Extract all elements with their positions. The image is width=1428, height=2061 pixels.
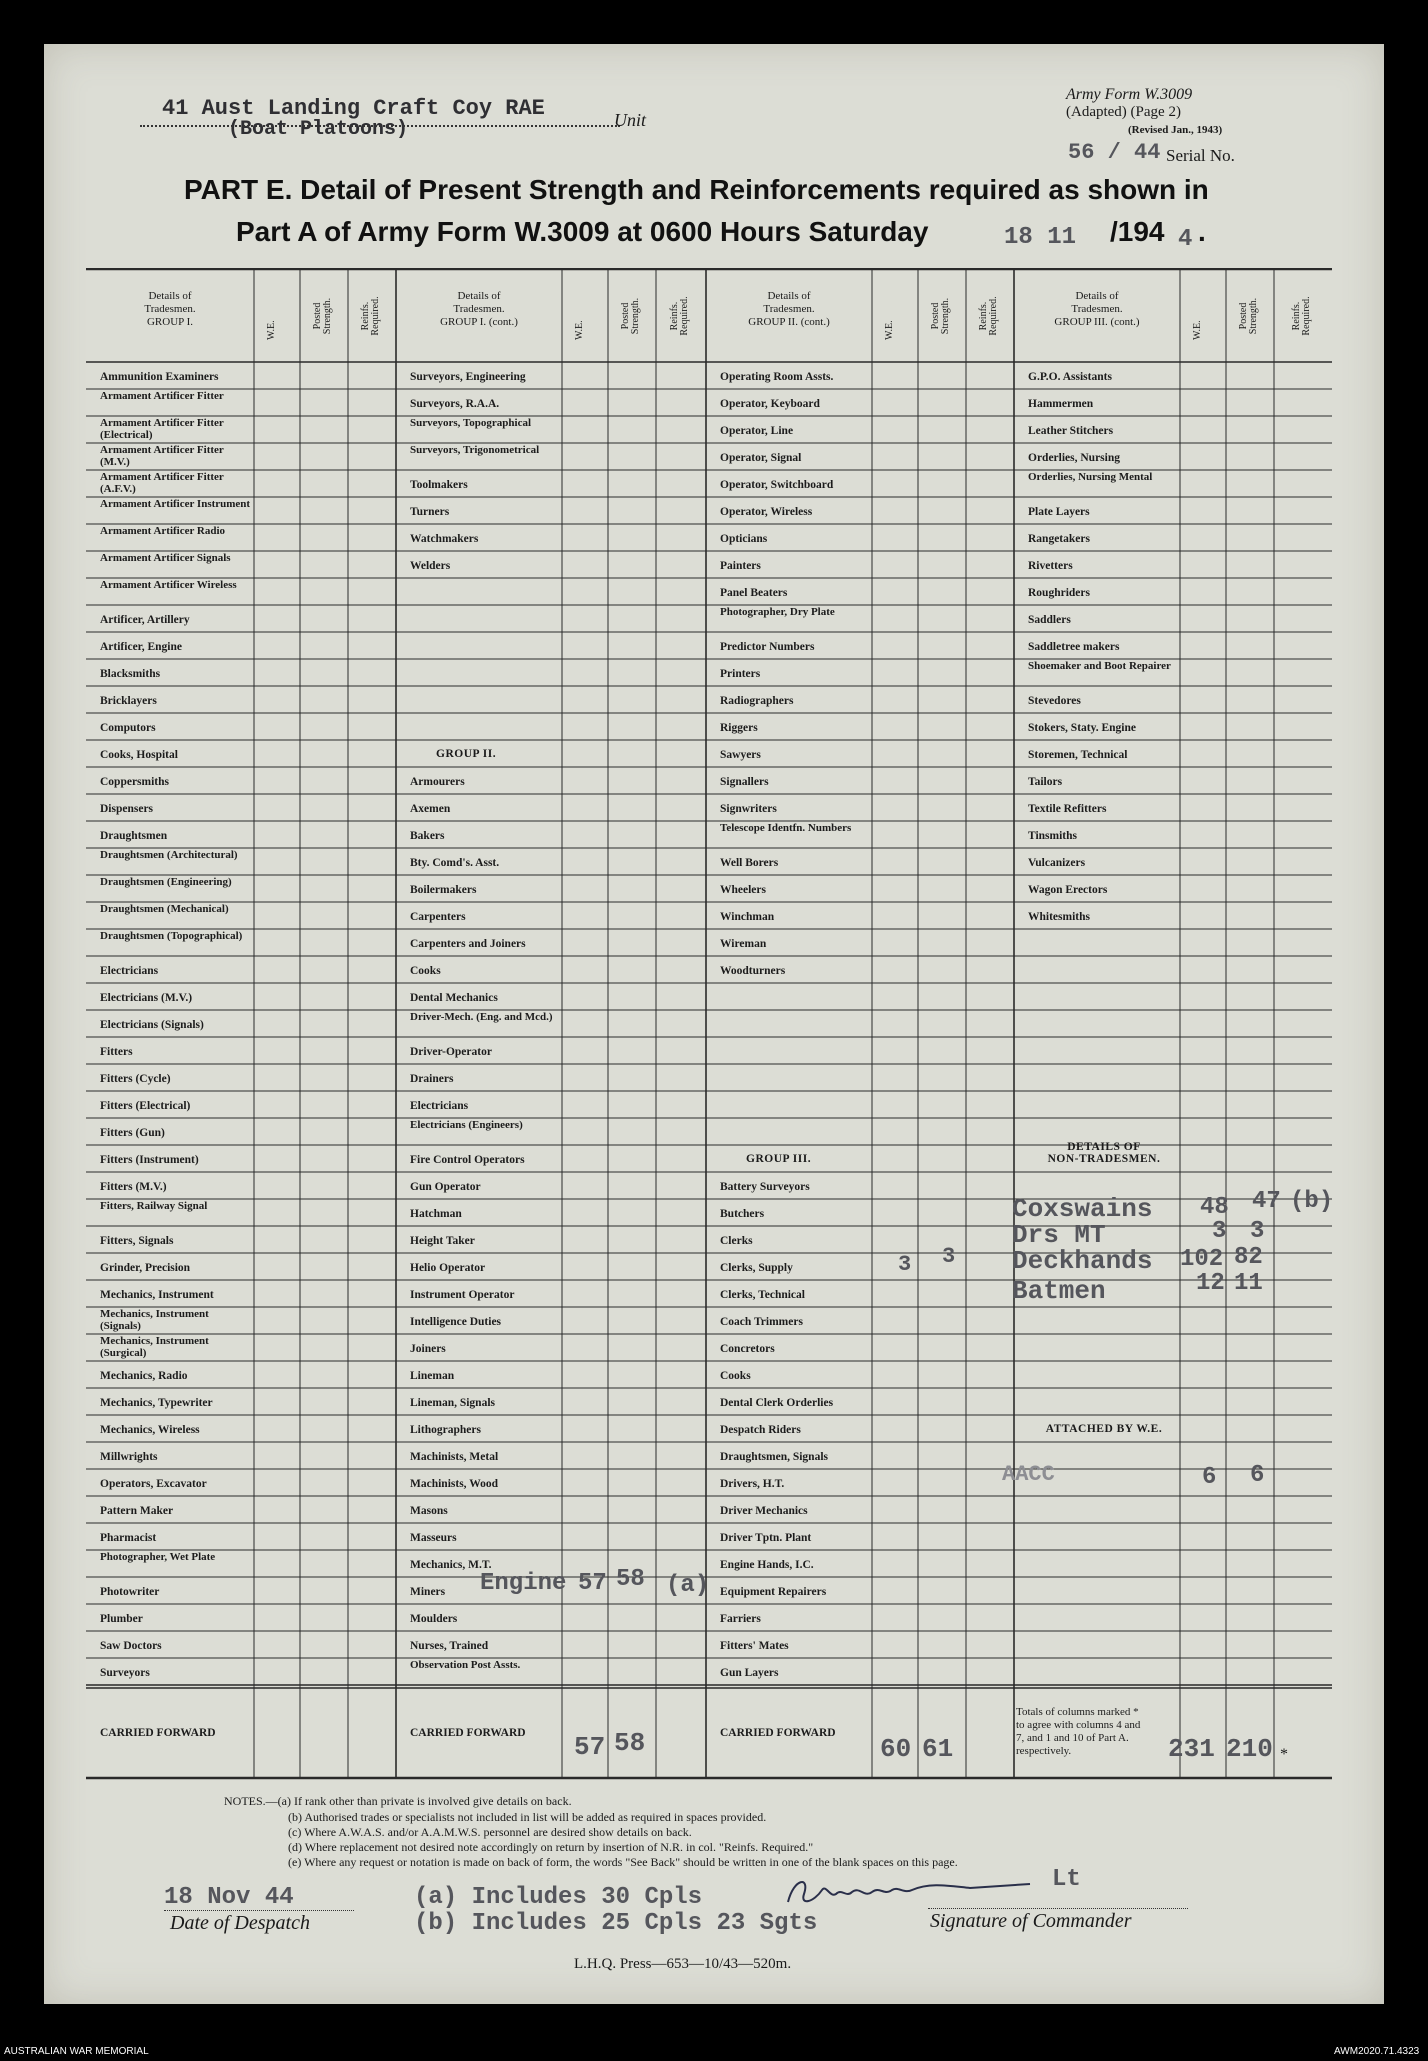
- trade-label: Winchman: [720, 911, 775, 923]
- trade-label: Ammunition Examiners: [100, 371, 219, 383]
- trade-label: Helio Operator: [410, 1262, 486, 1274]
- coxswains-note: (b): [1290, 1188, 1334, 1215]
- trade-label: Fitters, Railway Signal: [100, 1200, 208, 1212]
- trade-label: Pharmacist: [100, 1532, 157, 1544]
- trade-label: Miners: [410, 1586, 446, 1598]
- reinfs-header-1: Reinfs. Required.: [360, 296, 381, 336]
- deckhands-we: 102: [1180, 1246, 1224, 1273]
- trade-label: Mechanics, Instrument (Signals): [100, 1308, 209, 1332]
- trade-label: Bty. Comd's. Asst.: [410, 857, 500, 869]
- section-heading: ATTACHED BY W.E.: [1045, 1423, 1163, 1435]
- trade-label: Welders: [410, 560, 451, 572]
- batmen: Batmen: [1012, 1276, 1106, 1306]
- trade-label: Clerks: [720, 1235, 753, 1247]
- batmen-posted: 11: [1234, 1270, 1263, 1297]
- reinfs-header-3: Reinfs. Required.: [978, 296, 999, 336]
- posted-header-4: Posted Strength.: [1238, 297, 1259, 335]
- trade-label: Panel Beaters: [720, 587, 788, 599]
- trade-label: Rangetakers: [1028, 533, 1090, 545]
- trade-label: Woodturners: [720, 965, 786, 977]
- trade-label: Artificer, Engine: [100, 641, 182, 653]
- header-details-group1-cont: Details of Tradesmen. GROUP I. (cont.): [440, 290, 518, 328]
- trade-label: Electricians (Engineers): [410, 1119, 523, 1131]
- form-revised: (Revised Jan., 1943): [1128, 124, 1223, 136]
- coxswains-posted: 47: [1252, 1188, 1281, 1215]
- trade-label: Tailors: [1028, 776, 1063, 788]
- trade-label: Radiographers: [720, 695, 794, 707]
- unit-label: Unit: [614, 110, 647, 130]
- trade-label: Opticians: [720, 533, 768, 545]
- trade-label: Driver-Operator: [410, 1046, 492, 1058]
- trade-label: Pattern Maker: [100, 1505, 174, 1517]
- cf1-we: 57: [574, 1732, 606, 1762]
- trade-label: Dental Clerk Orderlies: [720, 1397, 834, 1409]
- trade-label: Vulcanizers: [1028, 857, 1086, 869]
- deckhands: Deckhands: [1012, 1246, 1153, 1276]
- trade-label: Farriers: [720, 1613, 761, 1625]
- we-header-4: W.E.: [1192, 320, 1203, 340]
- section-heading: GROUP II.: [436, 748, 497, 760]
- trade-label: Blacksmiths: [100, 668, 161, 680]
- trade-label: Signallers: [720, 776, 769, 788]
- batmen-we: 12: [1196, 1270, 1225, 1297]
- trade-label: Driver Tptn. Plant: [720, 1532, 812, 1544]
- trade-label: Painters: [720, 560, 761, 572]
- cf2-we: 60: [880, 1734, 912, 1764]
- we-header-2: W.E.: [574, 320, 585, 340]
- year-prefix: /194: [1110, 216, 1165, 247]
- trade-label: Wheelers: [720, 884, 766, 896]
- trade-label: Whitesmiths: [1028, 911, 1090, 923]
- aacc: AACC: [1002, 1462, 1055, 1487]
- commander-label: Signature of Commander: [930, 1910, 1132, 1932]
- year-dot: .: [1198, 216, 1206, 247]
- trade-label: Fitters (Instrument): [100, 1154, 199, 1166]
- totals-asterisk: *: [1280, 1746, 1288, 1763]
- header-details-group1: Details of Tradesmen. GROUP I.: [144, 290, 196, 328]
- trade-label: Coach Trimmers: [720, 1316, 803, 1328]
- trade-label: Moulders: [410, 1613, 458, 1625]
- trade-label: Machinists, Metal: [410, 1451, 499, 1463]
- trade-label: Bricklayers: [100, 695, 157, 707]
- trade-label: Nurses, Trained: [410, 1640, 489, 1652]
- trade-label: Lithographers: [410, 1424, 481, 1436]
- we-header-1: W.E.: [266, 320, 277, 340]
- trade-label: Printers: [720, 668, 761, 680]
- trade-label: Gun Operator: [410, 1181, 481, 1193]
- trade-label: Photographer, Wet Plate: [100, 1551, 216, 1563]
- trade-label: Draughtsmen (Topographical): [100, 930, 243, 942]
- table-rules: [86, 268, 1332, 1780]
- trade-label: Wireman: [720, 938, 767, 950]
- note-d: (d) Where replacement not desired note accordingly on return by insertion of N.R. in col. "Reinfs. Required.": [288, 1840, 814, 1854]
- trade-label: Surveyors, Trigonometrical: [410, 444, 540, 456]
- despatch-dotline: [164, 1910, 354, 1911]
- trade-label: Millwrights: [100, 1451, 158, 1463]
- trade-label: Grinder, Precision: [100, 1262, 191, 1274]
- trade-label: Surveyors, R.A.A.: [410, 398, 500, 410]
- trade-label: Tinsmiths: [1028, 830, 1078, 842]
- trade-label: Stokers, Staty. Engine: [1028, 722, 1136, 734]
- trade-label: Operators, Excavator: [100, 1478, 207, 1490]
- year-typed: 4: [1178, 226, 1193, 253]
- trade-label: Armament Artificer Radio: [100, 525, 226, 537]
- deckhands-posted: 82: [1234, 1244, 1263, 1271]
- trade-label: Saddlers: [1028, 614, 1071, 626]
- engine-we: 57: [578, 1570, 607, 1597]
- trade-label: Battery Surveyors: [720, 1181, 810, 1193]
- coxswains-we: 48: [1200, 1194, 1229, 1221]
- form-adapted: (Adapted) (Page 2): [1066, 104, 1181, 120]
- caption-right: AWM2020.71.4323: [1334, 2046, 1420, 2057]
- trade-label: Instrument Operator: [410, 1289, 515, 1301]
- aacc-we: 6: [1202, 1464, 1217, 1491]
- trade-label: Carpenters and Joiners: [410, 938, 526, 950]
- reinfs-header-2: Reinfs. Required.: [669, 296, 690, 336]
- despatch-label: Date of Despatch: [170, 1912, 310, 1934]
- trade-label: Signwriters: [720, 803, 777, 815]
- trade-label: Surveyors, Engineering: [410, 371, 526, 383]
- trade-label: Fire Control Operators: [410, 1154, 525, 1166]
- trade-label: Leather Stitchers: [1028, 425, 1114, 437]
- trade-label: Drivers, H.T.: [720, 1478, 785, 1490]
- trade-label: Cooks: [720, 1370, 751, 1382]
- strength-table: [86, 268, 1332, 1780]
- trade-label: Draughtsmen, Signals: [720, 1451, 828, 1463]
- trade-label: Electricians: [410, 1100, 469, 1112]
- drs-posted: 3: [1250, 1218, 1265, 1245]
- unit-dotline: [140, 124, 620, 127]
- trade-label: Mechanics, Typewriter: [100, 1397, 213, 1409]
- trade-label: Lineman: [410, 1370, 455, 1382]
- trade-label: Height Taker: [410, 1235, 475, 1247]
- note-a: NOTES.—(a) If rank other than private is involved give details on back.: [224, 1794, 572, 1808]
- trade-label: Carpenters: [410, 911, 466, 923]
- trade-label: Drainers: [410, 1073, 454, 1085]
- trade-label: Armament Artificer Fitter: [100, 390, 224, 402]
- trade-label: Fitters, Signals: [100, 1235, 174, 1247]
- trade-label: Photographer, Dry Plate: [720, 606, 835, 618]
- posted-header-1: Posted Strength.: [312, 297, 333, 335]
- cf3-we: 231: [1168, 1734, 1215, 1764]
- trade-label: Storemen, Technical: [1028, 749, 1128, 761]
- trade-label: Roughriders: [1028, 587, 1090, 599]
- form-number: Army Form W.3009: [1066, 86, 1193, 103]
- trade-label: Well Borers: [720, 857, 779, 869]
- trade-label: Surveyors: [100, 1667, 150, 1679]
- posted-header-2: Posted Strength.: [620, 297, 641, 335]
- trade-label: Operator, Keyboard: [720, 398, 820, 410]
- trade-label: Hatchman: [410, 1208, 462, 1220]
- trade-label: Lineman, Signals: [410, 1397, 495, 1409]
- trade-label: Armament Artificer Instrument: [100, 498, 251, 510]
- section-heading: DETAILS OF NON-TRADESMEN.: [1047, 1141, 1161, 1165]
- trade-label: Fitters (Cycle): [100, 1073, 171, 1085]
- unit-typed: 41 Aust Landing Craft Coy RAE: [162, 96, 545, 121]
- trade-label: Surveyors, Topographical: [410, 417, 532, 429]
- cf1-posted: 58: [614, 1728, 646, 1758]
- serial-label: Serial No.: [1166, 146, 1235, 165]
- trade-label: Despatch Riders: [720, 1424, 801, 1436]
- date-typed: 18 11: [1004, 224, 1077, 251]
- trade-label: Rivetters: [1028, 560, 1073, 572]
- trade-label: Driver Mechanics: [720, 1505, 808, 1517]
- trade-label: Draughtsmen (Engineering): [100, 876, 232, 888]
- section-heading: GROUP III.: [746, 1153, 812, 1165]
- trade-label: Coppersmiths: [100, 776, 170, 788]
- trade-label: Intelligence Duties: [410, 1316, 502, 1328]
- trade-label: Orderlies, Nursing: [1028, 452, 1120, 464]
- note-b-typed: (b) Includes 25 Cpls 23 Sgts: [414, 1910, 818, 1937]
- trade-label: Plumber: [100, 1613, 143, 1625]
- trade-label: Plate Layers: [1028, 506, 1090, 518]
- trade-label: Fitters' Mates: [720, 1640, 789, 1652]
- trade-label: Fitters (Gun): [100, 1127, 165, 1139]
- title-line-1: PART E. Detail of Present Strength and Reinforcements required as shown in: [184, 174, 1209, 205]
- trade-label: Textile Refitters: [1028, 803, 1107, 815]
- trade-label: Turners: [410, 506, 450, 518]
- cf3-posted: 210: [1226, 1734, 1273, 1764]
- trade-label: Masons: [410, 1505, 448, 1517]
- trade-label: Armament Artificer Fitter (M.V.): [100, 444, 224, 468]
- trade-label: Gun Layers: [720, 1667, 779, 1679]
- trade-label: Armament Artificer Fitter (A.F.V.): [100, 471, 224, 495]
- trade-label: Mechanics, Instrument (Surgical): [100, 1335, 209, 1359]
- note-c: (c) Where A.W.A.S. and/or A.A.M.W.S. personnel are desired show details on back.: [288, 1825, 692, 1839]
- trade-label: Equipment Repairers: [720, 1586, 827, 1598]
- trade-label: Draughtsmen: [100, 830, 168, 842]
- trade-label: Armament Artificer Signals: [100, 552, 231, 564]
- trade-label: Observation Post Assts.: [410, 1659, 521, 1671]
- trade-label: Fitters (Electrical): [100, 1100, 191, 1112]
- trade-label: Armament Artificer Fitter (Electrical): [100, 417, 224, 441]
- trade-label: Clerks, Technical: [720, 1289, 805, 1301]
- trade-label: Watchmakers: [410, 533, 479, 545]
- trade-label: Wagon Erectors: [1028, 884, 1108, 896]
- press-line: L.H.Q. Press—653—10/43—520m.: [574, 1956, 792, 1972]
- trade-label: Concretors: [720, 1343, 775, 1355]
- engine-posted: 58: [616, 1566, 645, 1593]
- clerks-posted: 3: [942, 1244, 956, 1269]
- trade-label: Fitters: [100, 1046, 133, 1058]
- trade-label: Mechanics, Radio: [100, 1370, 188, 1382]
- trade-label: Orderlies, Nursing Mental: [1028, 471, 1153, 483]
- trade-label: Computors: [100, 722, 156, 734]
- trade-label: Butchers: [720, 1208, 765, 1220]
- trade-label: Mechanics, Instrument: [100, 1289, 214, 1301]
- engine-note: (a): [666, 1572, 710, 1599]
- trade-label: Sawyers: [720, 749, 761, 761]
- posted-header-3: Posted Strength.: [930, 297, 951, 335]
- trade-label: Operator, Signal: [720, 452, 802, 464]
- trade-label: Masseurs: [410, 1532, 457, 1544]
- note-e: (e) Where any request or notation is made on back of form, the words "See Back" should be written in one of the blank spaces on this page.: [288, 1855, 958, 1869]
- trade-label: Joiners: [410, 1343, 446, 1355]
- trade-label: Fitters (M.V.): [100, 1181, 167, 1193]
- note-a-typed: (a) Includes 30 Cpls: [414, 1884, 703, 1911]
- trade-label: Riggers: [720, 722, 758, 734]
- carried-forward-1: CARRIED FORWARD: [100, 1727, 216, 1739]
- trade-label: Armament Artificer Wireless: [100, 579, 237, 591]
- reinfs-header-4: Reinfs. Required.: [1291, 296, 1312, 336]
- trade-label: Operating Room Assts.: [720, 371, 834, 383]
- trade-label: Mechanics, M.T.: [410, 1559, 492, 1571]
- trade-label: Operator, Wireless: [720, 506, 813, 518]
- trade-label: Artificer, Artillery: [100, 614, 190, 626]
- trade-label: Shoemaker and Boot Repairer: [1028, 660, 1171, 672]
- coxswains: Coxswains: [1012, 1194, 1153, 1224]
- clerks-we: 3: [898, 1252, 912, 1277]
- drs-mt: Drs MT: [1012, 1220, 1106, 1250]
- title-line-2: Part A of Army Form W.3009 at 0600 Hours Saturday: [236, 216, 929, 247]
- caption-left: AUSTRALIAN WAR MEMORIAL: [4, 2046, 149, 2057]
- trade-label: Operator, Line: [720, 425, 794, 437]
- commander-rank: Lt: [1052, 1866, 1081, 1893]
- trade-label: Dispensers: [100, 803, 154, 815]
- trade-label: Bakers: [410, 830, 445, 842]
- trade-label: Operator, Switchboard: [720, 479, 834, 491]
- aacc-posted: 6: [1250, 1462, 1265, 1489]
- trade-label: Saddletree makers: [1028, 641, 1120, 653]
- trade-label: Saw Doctors: [100, 1640, 162, 1652]
- trade-label: Stevedores: [1028, 695, 1081, 707]
- despatch-date: 18 Nov 44: [164, 1884, 294, 1911]
- trade-label: Electricians (Signals): [100, 1019, 204, 1031]
- trade-label: Toolmakers: [410, 479, 468, 491]
- trade-label: Armourers: [410, 776, 465, 788]
- trade-label: Hammermen: [1028, 398, 1094, 410]
- cf2-posted: 61: [922, 1734, 954, 1764]
- trade-label: Draughtsmen (Architectural): [100, 849, 238, 861]
- unit-typed-2: (Boat Platoons): [228, 118, 409, 141]
- trade-label: Machinists, Wood: [410, 1478, 498, 1490]
- trade-label: Driver-Mech. (Eng. and Mcd.): [410, 1011, 553, 1023]
- header-details-group3-cont: Details of Tradesmen. GROUP III. (cont.): [1054, 290, 1140, 328]
- header-details-group2-cont: Details of Tradesmen. GROUP II. (cont.): [748, 290, 830, 328]
- trade-label: Telescope Identfn. Numbers: [720, 822, 852, 834]
- note-b: (b) Authorised trades or specialists not included in list will be added as required in spaces provided.: [288, 1810, 767, 1824]
- trade-label: Predictor Numbers: [720, 641, 815, 653]
- carried-forward-2: CARRIED FORWARD: [410, 1727, 526, 1739]
- trade-label: Electricians (M.V.): [100, 992, 193, 1004]
- trade-label: Axemen: [410, 803, 451, 815]
- trade-label: Engine Hands, I.C.: [720, 1559, 814, 1571]
- engine-label: Engine: [480, 1570, 567, 1597]
- serial-typed: 56 / 44: [1068, 140, 1161, 165]
- we-header-3: W.E.: [884, 320, 895, 340]
- commander-dotline: [928, 1908, 1188, 1909]
- trade-label: Mechanics, Wireless: [100, 1424, 200, 1436]
- drs-we: 3: [1212, 1218, 1227, 1245]
- trade-label: Draughtsmen (Mechanical): [100, 903, 229, 915]
- trade-label: Clerks, Supply: [720, 1262, 793, 1274]
- carried-forward-3: CARRIED FORWARD: [720, 1727, 836, 1739]
- trade-label: Cooks, Hospital: [100, 749, 178, 761]
- trade-label: Boilermakers: [410, 884, 477, 896]
- trade-label: Photowriter: [100, 1586, 160, 1598]
- trade-label: G.P.O. Assistants: [1028, 371, 1112, 383]
- trade-label: Electricians: [100, 965, 159, 977]
- trade-label: Dental Mechanics: [410, 992, 498, 1004]
- trade-label: Cooks: [410, 965, 441, 977]
- totals-note: Totals of columns marked * to agree with columns 4 and 7, and 1 and 10 of Part A. respectively.: [1016, 1706, 1141, 1757]
